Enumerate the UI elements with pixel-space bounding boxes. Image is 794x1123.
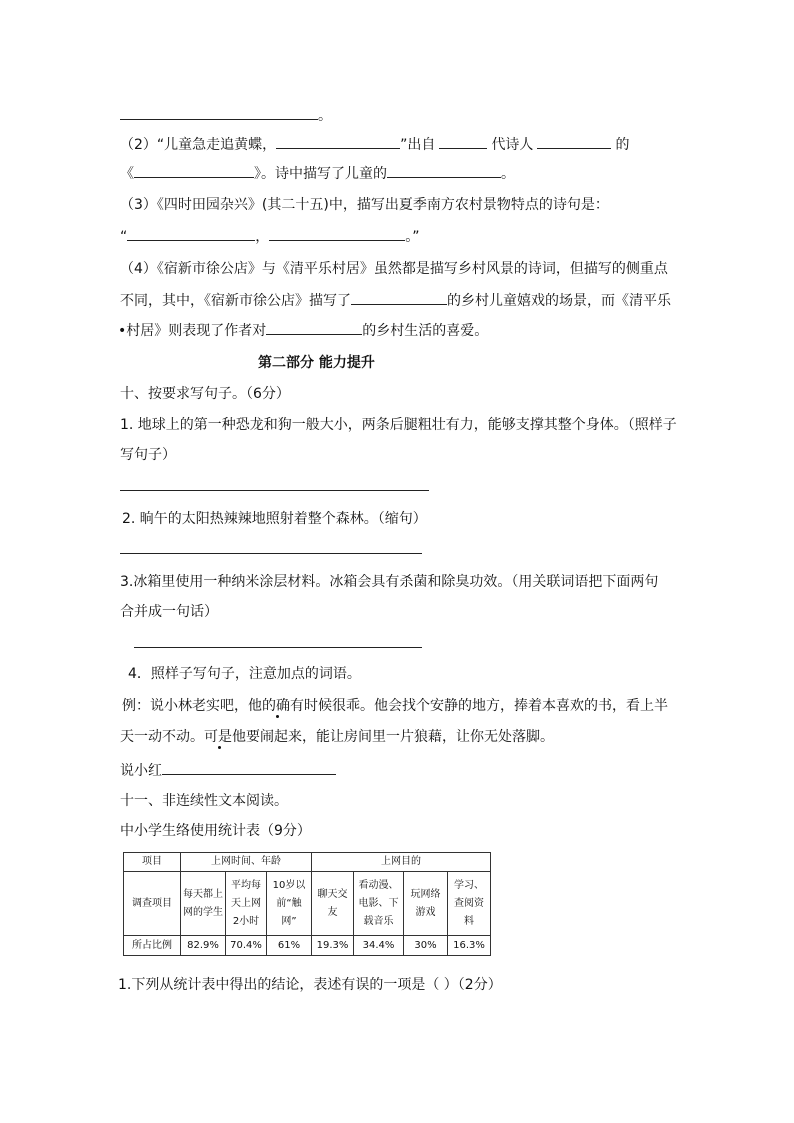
table-cell: 70.4% [226,936,267,956]
text: “ [120,229,128,245]
q10-sentence-3-cont: 合并成一句话） [120,604,218,620]
answer-blank[interactable] [162,760,336,775]
text: （2）“儿童急走追黄蝶， [120,137,277,153]
table-cell: 61% [267,936,312,956]
answer-blank[interactable] [127,226,255,241]
q10-sentence-3: 3.冰箱里使用一种纳米涂层材料。冰箱会具有杀菌和除臭功效。（用关联词语把下面两句 [120,574,659,590]
answer-line[interactable] [120,553,422,554]
text: 不同，其中，《宿新市徐公店》描写了 [120,293,351,309]
text: 天一动不动。 [120,729,204,745]
table-cell: 34.4% [354,936,404,956]
column-header: 玩网络游戏 [404,872,448,936]
text: 的 [615,137,630,153]
column-header: 10岁以前“触网” [267,872,312,936]
text: •村居》则表现了作者对 [118,323,267,339]
table-cell: 19.3% [312,936,354,956]
text: 的乡村生活的喜爱。 [362,323,489,339]
q10-sentence-1: 1. 地球上的第一种恐龙和狗一般大小，两条后腿粗壮有力，能够支撑其整个身体。（照样子 [120,417,677,433]
text: 他要闹起来，能让房间里一片狼藉，让你无处落脚。 [232,729,554,745]
answer-line[interactable] [134,647,422,648]
answer-blank[interactable] [120,105,318,120]
text: 的乡村儿童嬉戏的场景，而《清平乐 [447,293,671,309]
text: 》。诗中描写了儿童的 [254,166,387,182]
answer-blank[interactable] [387,163,501,178]
answer-blank[interactable] [276,134,400,149]
q9-item-3-line2 [120,226,420,247]
section-title: 第二部分 能力提升 [258,355,375,371]
example-line-2 [120,727,554,747]
text: 。” [405,229,420,245]
q9-item-4-line3 [118,320,488,341]
q10-sentence-2: 2. 晌午的太阳热辣辣地照射着整个森林。（缩句） [122,511,427,527]
question-11-title: 十一、非连续性文本阅读。 [120,793,288,809]
answer-blank[interactable] [351,290,447,305]
statistics-table [123,852,491,956]
row-label-survey-item: 调查项目 [124,872,181,936]
emphasized-word: 可是 [204,729,232,745]
punctuation: 。 [318,108,332,124]
text: 有时候很乖。他会找个安静的地方，捧着本喜欢的书，看上半 [290,698,668,714]
header-item: 项目 [124,853,181,872]
text: 《 [120,166,134,182]
text: ， [255,229,270,245]
answer-blank[interactable] [537,134,611,149]
column-header: 每天都上网的学生 [181,872,226,936]
answer-blank[interactable] [266,320,362,335]
text: 代诗人 [491,137,534,153]
table-cell: 82.9% [181,936,226,956]
text: 说小红 [120,763,162,779]
column-header: 聊天交友 [312,872,354,936]
emphasized-word: 的确 [262,698,290,714]
q10-sentence-1-cont: 写句子） [120,447,176,463]
table-title: 中小学生络使用统计表（9分） [120,823,311,839]
blank-line-row [120,105,332,126]
row-label-ratio: 所占比例 [124,936,181,956]
column-header: 学习、查阅资料 [448,872,491,936]
text: 例：说小林老实吧，他 [122,698,262,714]
question-10-title: 十、按要求写句子。（6分） [120,386,290,402]
example-line-1 [122,696,668,716]
q9-item-4-line2 [120,290,671,311]
column-header: 看动漫、电影、下载音乐 [354,872,404,936]
q9-item-2-line1 [120,134,629,155]
column-header: 平均每天上网2小时 [226,872,267,936]
header-group-purpose: 上网目的 [312,853,491,872]
q11-question-1: 1.下列从统计表中得出的结论，表述有误的一项是（ ）（2分） [118,977,502,993]
table-cell: 16.3% [448,936,491,956]
say-xiaohong-line [120,760,336,781]
answer-line[interactable] [120,490,429,491]
answer-blank[interactable] [439,134,487,149]
text: ”出自 [400,137,436,153]
answer-blank[interactable] [134,163,254,178]
header-group-time-age: 上网时间、年龄 [181,853,312,872]
q9-item-3-line1: （3）《四时田园杂兴》(其二十五)中，描写出夏季南方农村景物特点的诗句是： [120,197,609,213]
q9-item-4-line1: （4）《宿新市徐公店》与《清平乐村居》虽然都是描写乡村风景的诗词，但描写的侧重点 [120,261,668,277]
answer-blank[interactable] [269,226,405,241]
q9-item-2-line2 [120,163,515,184]
q10-sentence-4: 4．照样子写句子，注意加点的词语。 [128,666,361,682]
table-cell: 30% [404,936,448,956]
text: 。 [501,166,515,182]
